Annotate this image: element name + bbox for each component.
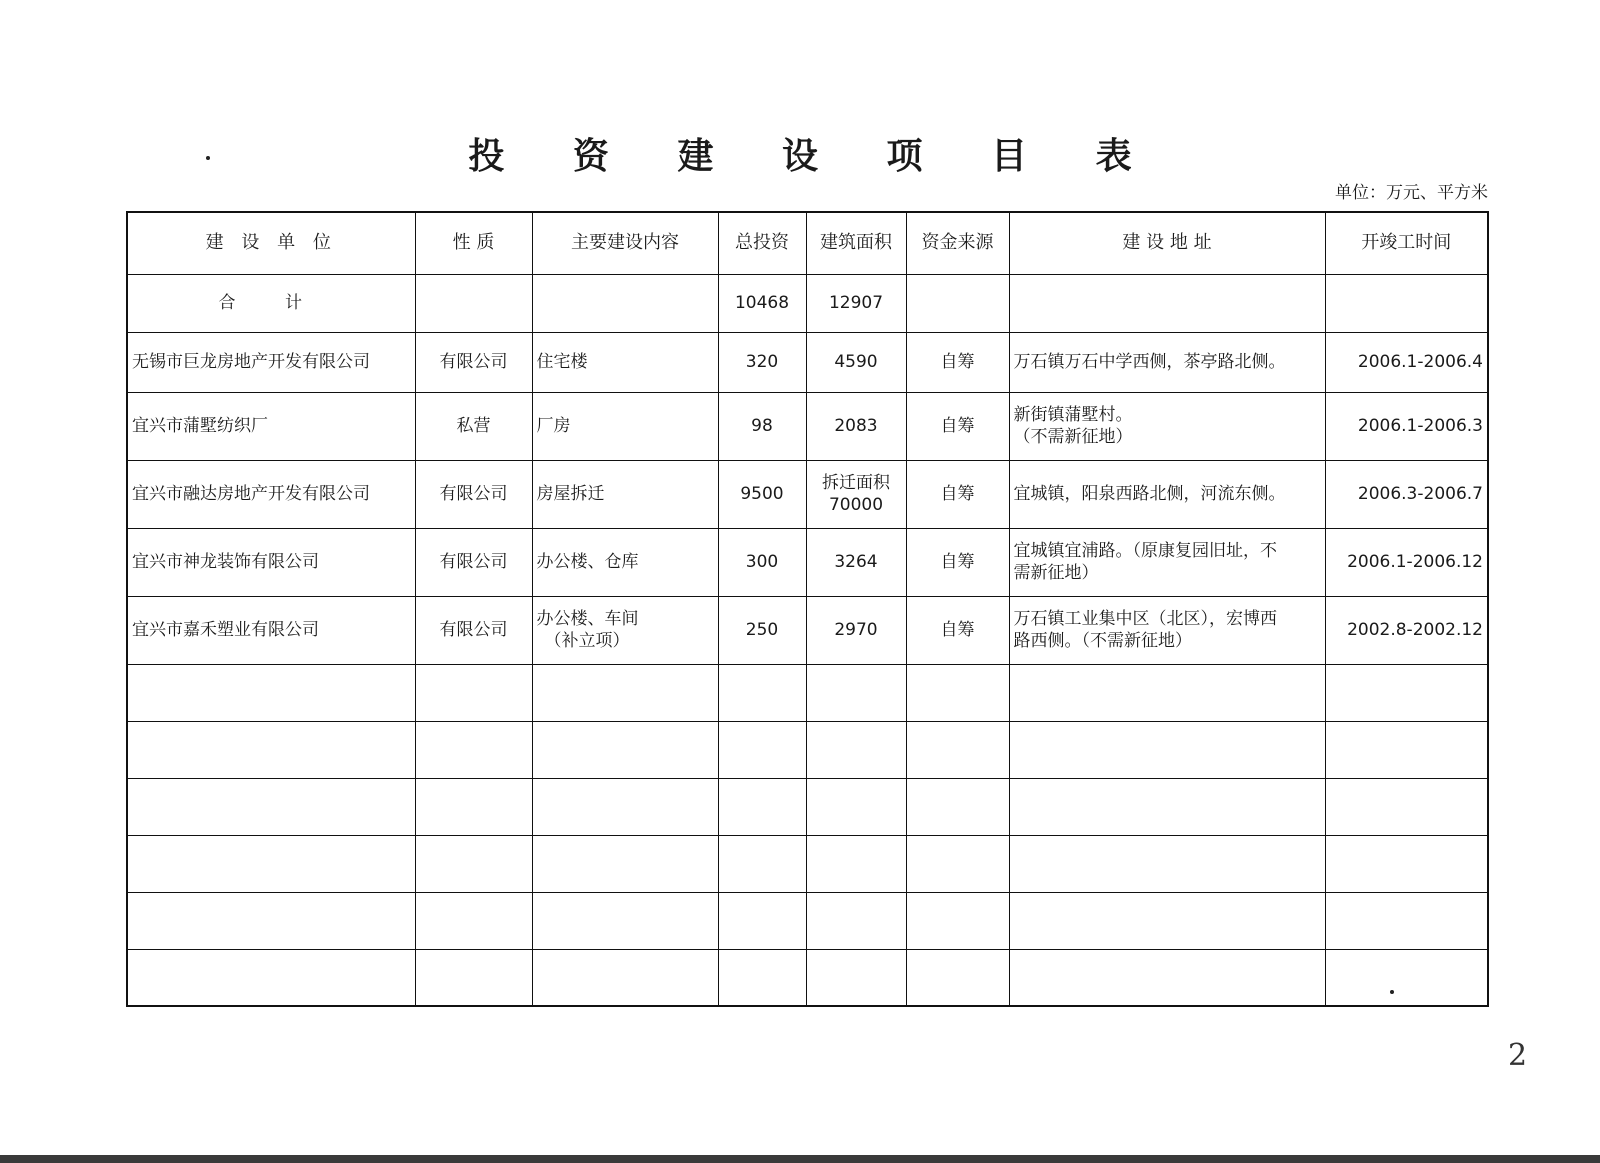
empty-cell xyxy=(532,721,718,778)
page-title: 投 资 建 设 项 目 表 xyxy=(468,136,1160,177)
table-row xyxy=(127,392,1488,460)
empty-row xyxy=(127,835,1488,892)
empty-cell xyxy=(1009,949,1325,1006)
row-unit: 无锡市巨龙房地产开发有限公司 xyxy=(127,332,415,392)
empty-cell xyxy=(1009,721,1325,778)
row-address-line2: 需新征地） xyxy=(1013,563,1099,583)
empty-cell xyxy=(718,664,806,721)
empty-cell xyxy=(718,892,806,949)
empty-row xyxy=(127,778,1488,835)
empty-cell xyxy=(415,892,532,949)
empty-cell xyxy=(1325,778,1488,835)
row-unit: 宜兴市融达房地产开发有限公司 xyxy=(127,460,415,528)
empty-cell xyxy=(127,949,415,1006)
row-unit: 宜兴市蒲墅纺织厂 xyxy=(127,392,415,460)
row-content: 房屋拆迁 xyxy=(532,460,718,528)
total-row xyxy=(127,274,1488,332)
row-nature: 有限公司 xyxy=(415,460,532,528)
scan-speck xyxy=(206,156,210,160)
empty-cell xyxy=(415,778,532,835)
empty-cell xyxy=(1325,835,1488,892)
empty-cell xyxy=(1325,892,1488,949)
row-funding: 自筹 xyxy=(906,528,1009,596)
header-address: 建 设 地 址 xyxy=(1009,212,1325,274)
row-address-line1: 新街镇蒲墅村。 xyxy=(1013,405,1133,425)
empty-cell xyxy=(127,835,415,892)
empty-cell xyxy=(1009,835,1325,892)
empty-cell xyxy=(127,778,415,835)
row-area xyxy=(806,460,906,528)
row-content: 住宅楼 xyxy=(532,332,718,392)
empty-cell xyxy=(906,778,1009,835)
empty-cell xyxy=(415,949,532,1006)
total-funding-cell xyxy=(906,274,1009,332)
row-area-line1: 拆迁面积 xyxy=(822,473,890,493)
empty-row xyxy=(127,949,1488,1006)
empty-row xyxy=(127,721,1488,778)
row-unit: 宜兴市嘉禾塑业有限公司 xyxy=(127,596,415,664)
header-unit: 建 设 单 位 xyxy=(127,212,415,274)
header-nature: 性 质 xyxy=(415,212,532,274)
row-nature: 有限公司 xyxy=(415,528,532,596)
row-address: 万石镇万石中学西侧，茶亭路北侧。 xyxy=(1009,332,1325,392)
empty-cell xyxy=(906,721,1009,778)
row-nature: 私营 xyxy=(415,392,532,460)
total-address-cell xyxy=(1009,274,1325,332)
row-address-line1: 万石镇工业集中区（北区），宏博西 xyxy=(1013,609,1277,629)
row-period: 2002.8-2002.12 xyxy=(1325,596,1488,664)
row-investment: 300 xyxy=(718,528,806,596)
empty-cell xyxy=(906,664,1009,721)
row-funding: 自筹 xyxy=(906,460,1009,528)
empty-cell xyxy=(1325,949,1488,1006)
total-period-cell xyxy=(1325,274,1488,332)
empty-cell xyxy=(532,835,718,892)
row-content-line2: （补立项） xyxy=(544,631,630,651)
table-row xyxy=(127,460,1488,528)
row-area: 4590 xyxy=(806,332,906,392)
empty-cell xyxy=(806,949,906,1006)
row-address-line2: （不需新征地） xyxy=(1013,427,1133,447)
row-period: 2006.3-2006.7 xyxy=(1325,460,1488,528)
empty-cell xyxy=(806,892,906,949)
row-address: 宜城镇，阳泉西路北侧，河流东侧。 xyxy=(1009,460,1325,528)
empty-cell xyxy=(1009,778,1325,835)
page-number-mark: 2 xyxy=(1508,1038,1528,1073)
table-row xyxy=(127,596,1488,664)
empty-cell xyxy=(806,721,906,778)
empty-cell xyxy=(1325,664,1488,721)
empty-row xyxy=(127,664,1488,721)
row-area-line2: 70000 xyxy=(828,495,884,515)
row-funding: 自筹 xyxy=(906,392,1009,460)
header-funding: 资金来源 xyxy=(906,212,1009,274)
row-nature: 有限公司 xyxy=(415,596,532,664)
total-investment: 10468 xyxy=(718,274,806,332)
row-investment: 250 xyxy=(718,596,806,664)
total-nature-cell xyxy=(415,274,532,332)
empty-cell xyxy=(718,835,806,892)
row-content xyxy=(532,596,718,664)
header-content: 主要建设内容 xyxy=(532,212,718,274)
header-investment: 总投资 xyxy=(718,212,806,274)
empty-cell xyxy=(532,778,718,835)
empty-cell xyxy=(415,835,532,892)
total-area: 12907 xyxy=(806,274,906,332)
empty-cell xyxy=(415,664,532,721)
row-period: 2006.1-2006.3 xyxy=(1325,392,1488,460)
table-header-row xyxy=(127,212,1488,274)
row-investment: 9500 xyxy=(718,460,806,528)
empty-cell xyxy=(127,721,415,778)
row-area: 2970 xyxy=(806,596,906,664)
row-content: 厂房 xyxy=(532,392,718,460)
row-content: 办公楼、仓库 xyxy=(532,528,718,596)
scan-edge xyxy=(0,1155,1600,1163)
row-area: 2083 xyxy=(806,392,906,460)
row-nature: 有限公司 xyxy=(415,332,532,392)
empty-cell xyxy=(127,664,415,721)
empty-cell xyxy=(1325,721,1488,778)
row-period: 2006.1-2006.4 xyxy=(1325,332,1488,392)
empty-cell xyxy=(718,721,806,778)
row-funding: 自筹 xyxy=(906,332,1009,392)
empty-cell xyxy=(415,721,532,778)
empty-cell xyxy=(127,892,415,949)
row-investment: 98 xyxy=(718,392,806,460)
header-area: 建筑面积 xyxy=(806,212,906,274)
unit-note: 单位：万元、平方米 xyxy=(1335,183,1488,203)
table-row xyxy=(127,528,1488,596)
row-period: 2006.1-2006.12 xyxy=(1325,528,1488,596)
row-investment: 320 xyxy=(718,332,806,392)
empty-cell xyxy=(906,892,1009,949)
scan-speck xyxy=(1390,990,1394,994)
empty-cell xyxy=(532,949,718,1006)
empty-cell xyxy=(532,664,718,721)
empty-cell xyxy=(806,664,906,721)
row-address-line2: 路西侧。（不需新征地） xyxy=(1013,631,1192,651)
empty-cell xyxy=(806,778,906,835)
empty-cell xyxy=(906,949,1009,1006)
total-label: 合 计 xyxy=(127,274,415,332)
row-unit: 宜兴市神龙装饰有限公司 xyxy=(127,528,415,596)
empty-cell xyxy=(1009,892,1325,949)
total-content-cell xyxy=(532,274,718,332)
empty-cell xyxy=(718,949,806,1006)
row-address xyxy=(1009,528,1325,596)
row-content-line1: 办公楼、车间 xyxy=(536,609,639,629)
table-row xyxy=(127,332,1488,392)
empty-row xyxy=(127,892,1488,949)
header-period: 开竣工时间 xyxy=(1325,212,1488,274)
row-area: 3264 xyxy=(806,528,906,596)
row-address-line1: 宜城镇宜浦路。（原康复园旧址，不 xyxy=(1013,541,1277,561)
empty-cell xyxy=(532,892,718,949)
row-funding: 自筹 xyxy=(906,596,1009,664)
row-address xyxy=(1009,596,1325,664)
empty-cell xyxy=(806,835,906,892)
investment-project-table xyxy=(126,211,1489,1007)
empty-cell xyxy=(1009,664,1325,721)
row-address xyxy=(1009,392,1325,460)
empty-cell xyxy=(718,778,806,835)
empty-cell xyxy=(906,835,1009,892)
